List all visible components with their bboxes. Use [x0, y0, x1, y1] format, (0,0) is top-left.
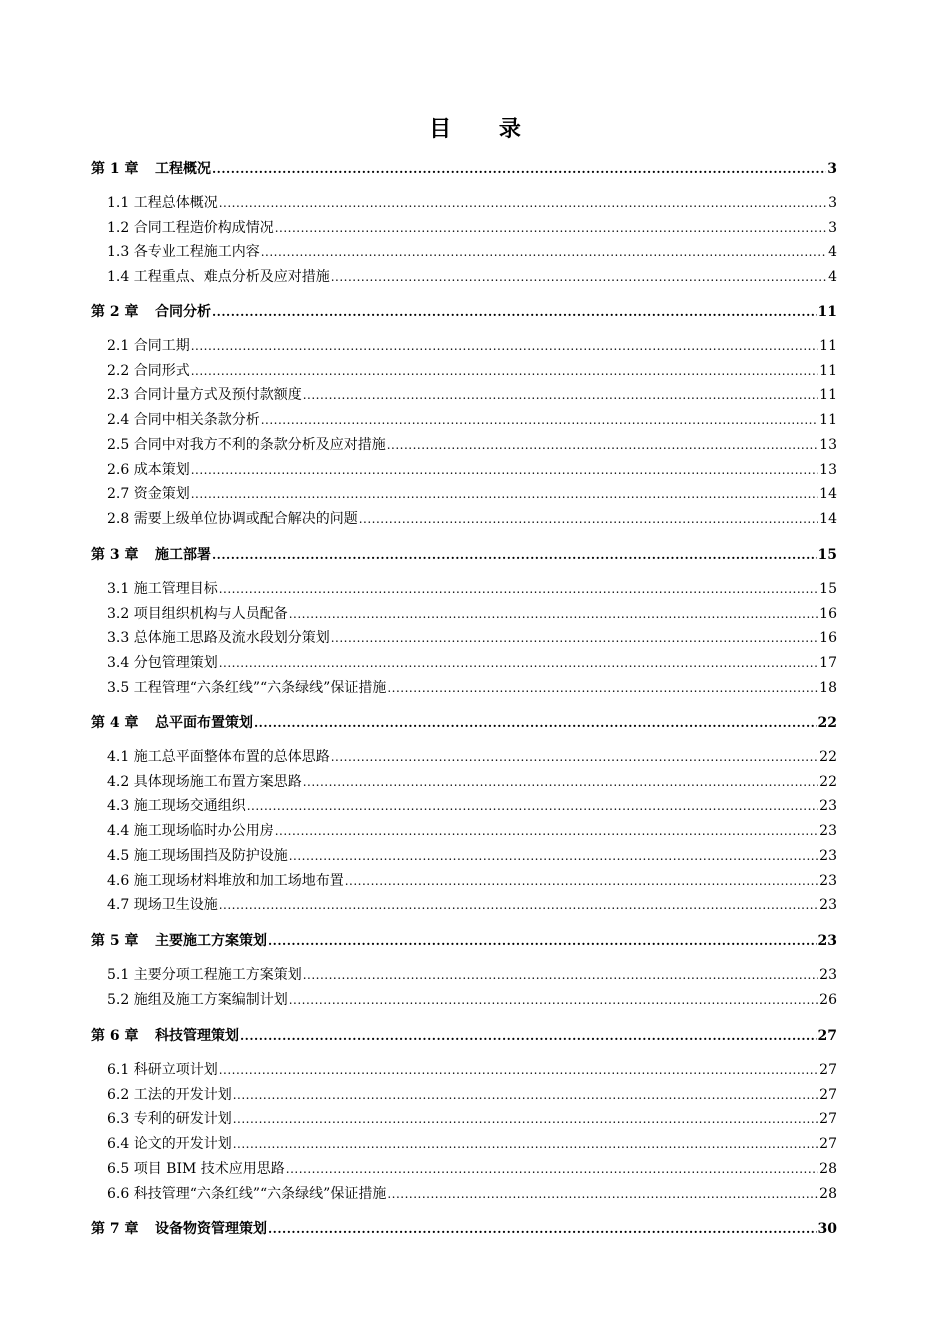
toc-section-entry[interactable]	[91, 1160, 837, 1178]
leader-dots	[387, 679, 818, 697]
toc-chapter-entry[interactable]	[91, 714, 837, 732]
chapter-page-number: 3	[827, 161, 837, 177]
toc-chapter-entry[interactable]	[91, 303, 837, 321]
leader-dots	[233, 1086, 818, 1104]
leader-dots	[289, 847, 818, 865]
section-label: 3.5 工程管理“六条红线”“六条绿线”保证措施	[107, 679, 387, 696]
leader-dots	[303, 386, 818, 404]
toc-section-entry[interactable]	[91, 896, 837, 914]
section-page-number: 22	[819, 773, 837, 790]
section-page-number: 15	[819, 581, 837, 597]
section-page-number: 28	[819, 1185, 837, 1202]
section-page-number: 13	[819, 436, 837, 453]
chapter-label	[91, 1027, 239, 1045]
toc-section-entry[interactable]	[91, 194, 837, 212]
chapter-number: 第 4 章	[91, 715, 139, 731]
chapter-title: 主要施工方案策划	[155, 933, 267, 949]
section-label: 5.1 主要分项工程施工方案策划	[107, 967, 302, 983]
toc-section-entry[interactable]	[91, 337, 837, 355]
leader-dots	[233, 1135, 818, 1153]
section-label: 1.2 合同工程造价构成情况	[107, 219, 274, 236]
section-label: 4.6 施工现场材料堆放和加工场地布置	[107, 872, 344, 889]
section-page-number: 23	[819, 872, 837, 889]
section-label: 2.8 需要上级单位协调或配合解决的问题	[107, 510, 358, 527]
leader-dots	[191, 362, 818, 380]
section-label: 6.5 项目 BIM 技术应用思路	[107, 1160, 285, 1177]
section-label: 2.2 合同形式	[107, 362, 190, 379]
chapter-number: 第 2 章	[91, 304, 139, 320]
section-label: 3.1 施工管理目标	[107, 581, 218, 597]
leader-dots	[219, 194, 827, 212]
leader-dots	[359, 510, 818, 528]
section-page-number: 11	[819, 412, 837, 429]
section-page-number: 11	[819, 362, 837, 379]
section-label: 2.3 合同计量方式及预付款额度	[107, 387, 302, 404]
toc-section-entry[interactable]	[91, 461, 837, 479]
chapter-title: 施工部署	[155, 547, 211, 563]
chapter-label	[91, 160, 211, 178]
leader-dots	[331, 268, 827, 286]
section-label: 6.1 科研立项计划	[107, 1062, 218, 1078]
toc-section-entry[interactable]	[91, 436, 837, 454]
chapter-label	[91, 932, 267, 950]
toc-section-entry[interactable]	[91, 679, 837, 697]
section-label: 6.6 科技管理“六条红线”“六条绿线”保证措施	[107, 1185, 387, 1202]
toc-section-entry[interactable]	[91, 797, 837, 815]
chapter-page-number: 30	[817, 1221, 837, 1237]
chapter-title: 设备物资管理策划	[155, 1221, 267, 1237]
toc-section-entry[interactable]	[91, 243, 837, 261]
chapter-page-number: 11	[817, 304, 837, 320]
leader-dots	[212, 303, 817, 321]
leader-dots	[219, 580, 818, 598]
section-label: 4.7 现场卫生设施	[107, 897, 218, 914]
leader-dots	[268, 1220, 817, 1238]
section-page-number: 28	[819, 1160, 837, 1177]
leader-dots	[275, 822, 818, 840]
toc-section-entry[interactable]	[91, 268, 837, 286]
toc-section-entry[interactable]	[91, 748, 837, 766]
section-label: 2.5 合同中对我方不利的条款分析及应对措施	[107, 436, 386, 453]
toc-section-entry[interactable]	[91, 362, 837, 380]
toc-section-entry[interactable]	[91, 1185, 837, 1203]
chapter-title: 工程概况	[155, 161, 211, 177]
section-page-number: 11	[819, 387, 837, 404]
toc-section-entry[interactable]	[91, 847, 837, 865]
chapter-number: 第 1 章	[91, 161, 139, 177]
section-label: 4.2 具体现场施工布置方案思路	[107, 773, 302, 790]
chapter-number: 第 3 章	[91, 547, 139, 563]
toc-title: 目 录	[429, 116, 541, 142]
toc-chapter-entry[interactable]	[91, 1220, 837, 1238]
section-page-number: 23	[819, 823, 837, 840]
toc-chapter-entry[interactable]	[91, 1027, 837, 1045]
leader-dots	[219, 1061, 818, 1079]
chapter-number: 第 6 章	[91, 1028, 139, 1044]
section-label: 6.3 专利的研发计划	[107, 1111, 232, 1128]
leader-dots	[331, 629, 818, 647]
toc-section-entry[interactable]	[91, 654, 837, 672]
section-page-number: 11	[819, 338, 837, 354]
chapter-label	[91, 546, 211, 564]
toc-section-entry[interactable]	[91, 219, 837, 237]
leader-dots	[268, 932, 817, 950]
section-page-number: 27	[819, 1111, 837, 1128]
section-page-number: 27	[819, 1136, 837, 1153]
toc-section-entry[interactable]	[91, 1110, 837, 1128]
section-page-number: 26	[819, 991, 837, 1008]
chapter-page-number: 27	[817, 1028, 837, 1044]
leader-dots	[289, 605, 818, 623]
chapter-page-number: 15	[817, 547, 837, 563]
section-label: 1.1 工程总体概况	[107, 195, 218, 211]
toc-section-entry[interactable]	[91, 580, 837, 598]
chapter-title: 总平面布置策划	[155, 715, 253, 731]
section-page-number: 14	[819, 486, 837, 503]
leader-dots	[303, 966, 818, 984]
toc-section-entry[interactable]	[91, 386, 837, 404]
section-label: 4.4 施工现场临时办公用房	[107, 823, 274, 840]
leader-dots	[303, 773, 818, 791]
section-page-number: 3	[828, 219, 837, 236]
toc-section-entry[interactable]	[91, 1086, 837, 1104]
chapter-title: 合同分析	[155, 304, 211, 320]
toc-section-entry[interactable]	[91, 605, 837, 623]
toc-section-entry[interactable]	[91, 629, 837, 647]
section-page-number: 23	[819, 967, 837, 983]
toc-chapter-entry[interactable]	[91, 932, 837, 950]
section-page-number: 4	[828, 269, 837, 286]
leader-dots	[219, 896, 818, 914]
section-label: 6.4 论文的开发计划	[107, 1136, 232, 1153]
leader-dots	[289, 991, 818, 1009]
toc-section-entry[interactable]	[91, 411, 837, 429]
leader-dots	[261, 411, 818, 429]
section-page-number: 17	[819, 655, 837, 672]
leader-dots	[387, 1185, 818, 1203]
toc-section-entry[interactable]	[91, 966, 837, 984]
chapter-label	[91, 714, 253, 732]
section-label: 4.1 施工总平面整体布置的总体思路	[107, 749, 330, 765]
leader-dots	[275, 219, 827, 237]
section-label: 5.2 施组及施工方案编制计划	[107, 991, 288, 1008]
leader-dots	[212, 546, 817, 564]
section-label: 6.2 工法的开发计划	[107, 1086, 232, 1103]
section-page-number: 27	[819, 1062, 837, 1078]
toc-section-entry[interactable]	[91, 822, 837, 840]
leader-dots	[240, 1027, 817, 1045]
section-page-number: 23	[819, 847, 837, 864]
toc-section-entry[interactable]	[91, 1135, 837, 1153]
section-label: 2.6 成本策划	[107, 461, 190, 478]
toc-section-entry[interactable]	[91, 773, 837, 791]
toc-section-entry[interactable]	[91, 1061, 837, 1079]
leader-dots	[261, 243, 827, 261]
leader-dots	[219, 654, 818, 672]
leader-dots	[233, 1110, 818, 1128]
section-page-number: 16	[819, 630, 837, 647]
section-page-number: 22	[819, 749, 837, 765]
section-page-number: 3	[828, 195, 837, 211]
section-page-number: 27	[819, 1086, 837, 1103]
toc-chapter-entry[interactable]	[91, 160, 837, 178]
section-page-number: 23	[819, 897, 837, 914]
section-page-number: 4	[828, 244, 837, 261]
section-page-number: 14	[819, 510, 837, 527]
leader-dots	[345, 872, 818, 890]
section-page-number: 13	[819, 461, 837, 478]
section-label: 3.4 分包管理策划	[107, 655, 218, 672]
leader-dots	[191, 337, 818, 355]
chapter-label	[91, 303, 211, 321]
toc-section-entry[interactable]	[91, 872, 837, 890]
leader-dots	[191, 485, 818, 503]
chapter-number: 第 7 章	[91, 1221, 139, 1237]
leader-dots	[387, 436, 818, 454]
leader-dots	[286, 1160, 818, 1178]
leader-dots	[254, 714, 817, 732]
section-page-number: 23	[819, 798, 837, 815]
chapter-page-number: 22	[817, 715, 837, 731]
leader-dots	[191, 461, 818, 479]
section-page-number: 16	[819, 605, 837, 622]
section-label: 2.7 资金策划	[107, 486, 190, 503]
section-label: 1.3 各专业工程施工内容	[107, 244, 260, 261]
section-label: 1.4 工程重点、难点分析及应对措施	[107, 269, 330, 286]
section-label: 3.3 总体施工思路及流水段划分策划	[107, 630, 330, 647]
section-label: 2.1 合同工期	[107, 338, 190, 354]
leader-dots	[331, 748, 818, 766]
section-label: 4.3 施工现场交通组织	[107, 798, 246, 815]
toc-section-entry[interactable]	[91, 991, 837, 1009]
section-label: 4.5 施工现场围挡及防护设施	[107, 847, 288, 864]
toc-chapter-entry[interactable]	[91, 546, 837, 564]
leader-dots	[212, 160, 826, 178]
toc-section-entry[interactable]	[91, 510, 837, 528]
section-label: 2.4 合同中相关条款分析	[107, 412, 260, 429]
section-label: 3.2 项目组织机构与人员配备	[107, 605, 288, 622]
leader-dots	[247, 797, 818, 815]
toc-section-entry[interactable]	[91, 485, 837, 503]
chapter-number: 第 5 章	[91, 933, 139, 949]
chapter-label	[91, 1220, 267, 1238]
chapter-page-number: 23	[817, 933, 837, 949]
chapter-title: 科技管理策划	[155, 1028, 239, 1044]
section-page-number: 18	[819, 679, 837, 696]
